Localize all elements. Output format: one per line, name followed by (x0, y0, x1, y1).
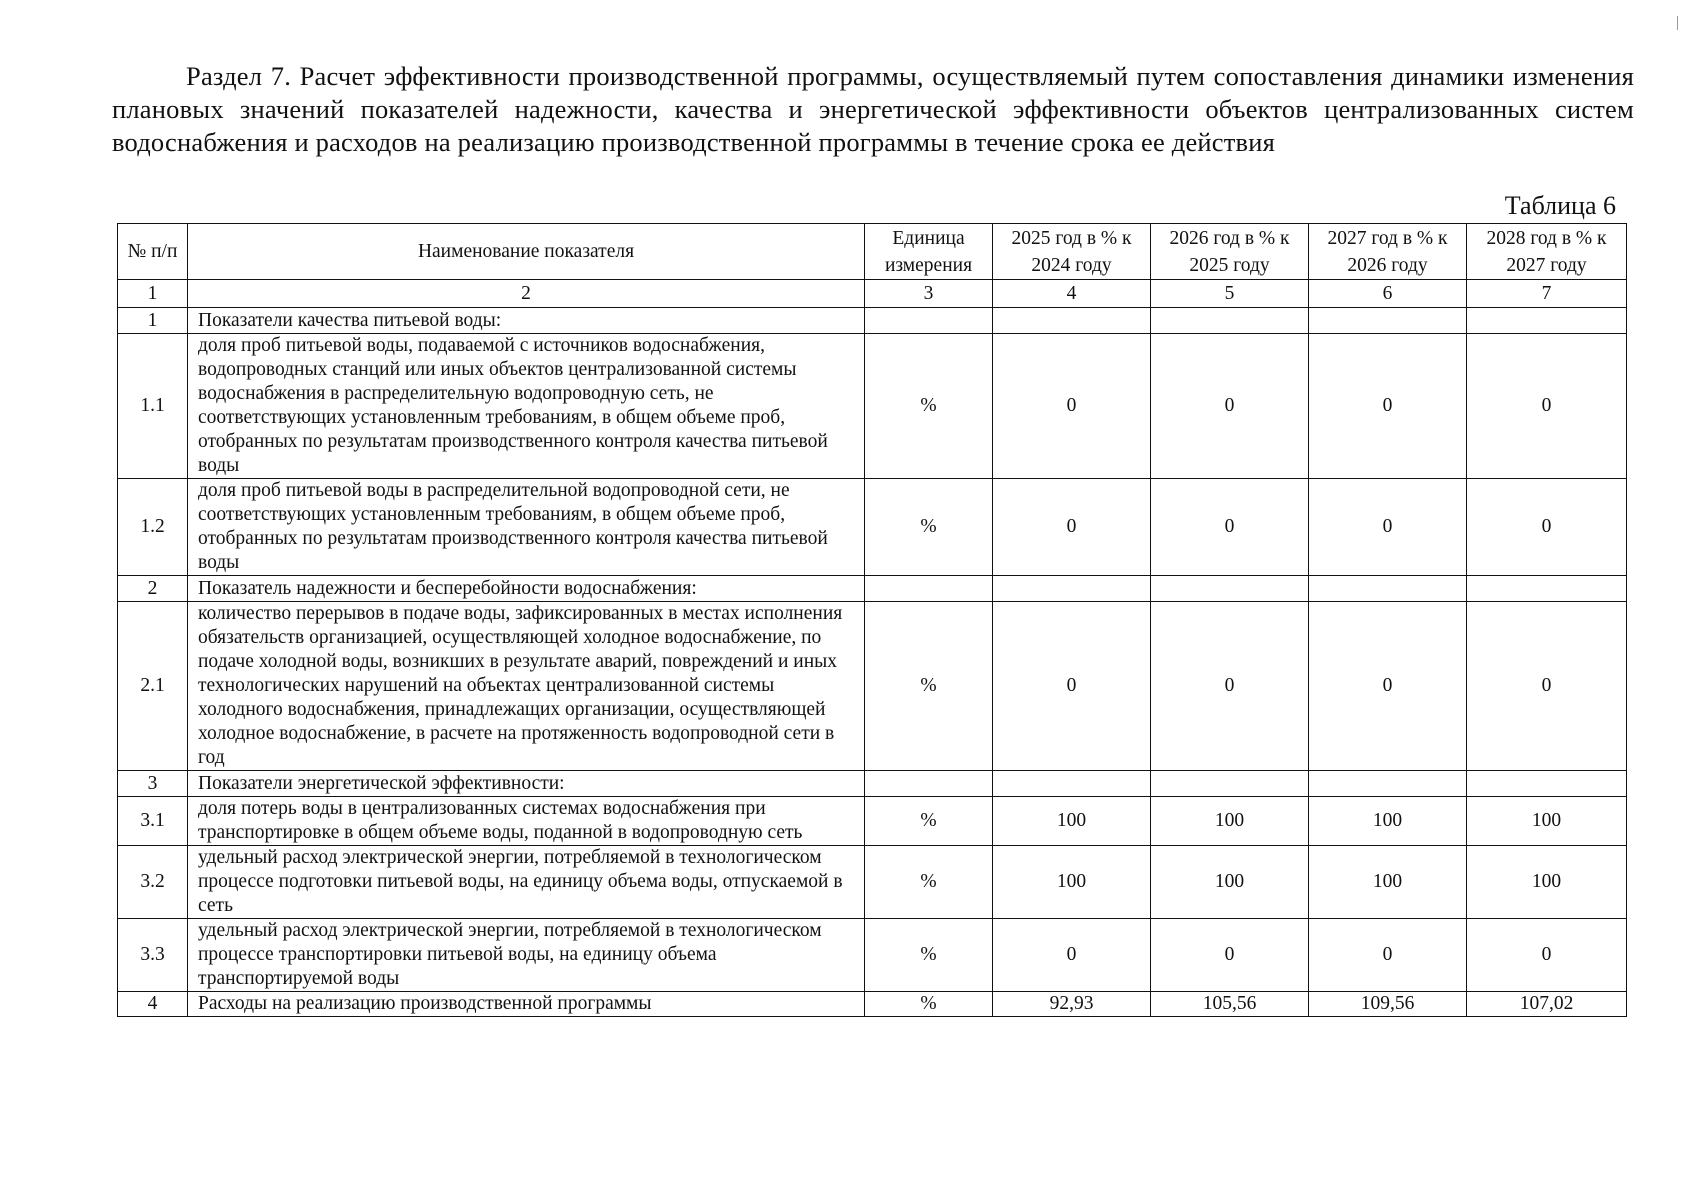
row-value-2028 (1467, 771, 1627, 797)
row-name: доля проб питьевой воды, подаваемой с источников водоснабжения, водопроводных станций или иных объектов централизованной системы водоснабжения в распределительную водопроводную сеть, не соответствующих установленным требованиям, в общем объеме проб, отобранных по результатам производственного контроля качества питьевой воды (188, 334, 865, 479)
row-value-2028 (1467, 576, 1627, 602)
row-num: 1.1 (118, 334, 188, 479)
row-value-2026: 0 (1151, 334, 1309, 479)
row-unit (865, 576, 993, 602)
row-unit: % (865, 919, 993, 992)
row-value-2027: 0 (1309, 479, 1467, 576)
column-number: 3 (865, 280, 993, 308)
row-value-2025 (993, 308, 1151, 334)
row-name: Показатели энергетической эффективности: (188, 771, 865, 797)
row-unit (865, 771, 993, 797)
row-value-2027: 0 (1309, 919, 1467, 992)
row-unit: % (865, 334, 993, 479)
table-caption: Таблица 6 (1504, 191, 1616, 220)
table-row (118, 797, 1627, 846)
row-num: 3.1 (118, 797, 188, 846)
row-name: количество перерывов в подаче воды, зафиксированных в местах исполнения обязательств организацией, осуществляющей холодное водоснабжение, по подаче холодной воды, возникших в результате аварий, повреждений и иных технологических нарушений на объектах централизованной системы холодного водоснабжения, принадлежащих организации, осуществляющей холодное водоснабжение, в расчете на протяженность водопроводной сети в год (188, 602, 865, 771)
row-value-2028: 0 (1467, 602, 1627, 771)
row-value-2026: 100 (1151, 846, 1309, 919)
header-name: Наименование показателя (188, 224, 865, 280)
row-value-2025: 0 (993, 479, 1151, 576)
row-unit: % (865, 846, 993, 919)
table-header-row (118, 224, 1627, 280)
row-value-2027: 109,56 (1309, 992, 1467, 1017)
row-name: Показатель надежности и бесперебойности водоснабжения: (188, 576, 865, 602)
row-value-2027: 0 (1309, 334, 1467, 479)
header-2028: 2028 год в % к 2027 году (1467, 224, 1627, 280)
row-value-2026 (1151, 308, 1309, 334)
column-number: 6 (1309, 280, 1467, 308)
section-heading: Раздел 7. Расчет эффективности производственной программы, осуществляемый путем сопоставления динамики изменения плановых значений показателей надежности, качества и энергетической эффективности объектов централизованных систем водоснабжения и расходов на реализацию производственной программы в течение срока ее действия (112, 61, 1634, 157)
header-2027: 2027 год в % к 2026 году (1309, 224, 1467, 280)
table-row (118, 602, 1627, 771)
row-num: 2.1 (118, 602, 188, 771)
row-num: 1 (118, 308, 188, 334)
header-2026: 2026 год в % к 2025 году (1151, 224, 1309, 280)
row-value-2027: 0 (1309, 602, 1467, 771)
row-name: доля проб питьевой воды в распределительной водопроводной сети, не соответствующих установленным требованиям, в общем объеме проб, отобранных по результатам производственного контроля качества питьевой воды (188, 479, 865, 576)
row-name: удельный расход электрической энергии, потребляемой в технологическом процессе транспортировки питьевой воды, на единицу объема транспортируемой воды (188, 919, 865, 992)
row-value-2026: 0 (1151, 602, 1309, 771)
row-unit: % (865, 992, 993, 1017)
header-2025: 2025 год в % к 2024 году (993, 224, 1151, 280)
row-value-2028: 0 (1467, 334, 1627, 479)
row-value-2028: 107,02 (1467, 992, 1627, 1017)
column-number: 1 (118, 280, 188, 308)
scan-mark (1677, 16, 1678, 30)
row-value-2026: 0 (1151, 479, 1309, 576)
row-value-2028: 100 (1467, 846, 1627, 919)
row-value-2026: 105,56 (1151, 992, 1309, 1017)
row-value-2027 (1309, 308, 1467, 334)
row-value-2025: 100 (993, 797, 1151, 846)
row-value-2026: 100 (1151, 797, 1309, 846)
row-name: доля потерь воды в централизованных системах водоснабжения при транспортировке в общем объеме воды, поданной в водопроводную сеть (188, 797, 865, 846)
table-row (118, 576, 1627, 602)
row-num: 3 (118, 771, 188, 797)
row-value-2025: 0 (993, 919, 1151, 992)
column-number: 2 (188, 280, 865, 308)
row-name: Расходы на реализацию производственной программы (188, 992, 865, 1017)
row-unit (865, 308, 993, 334)
header-unit: Единица измерения (865, 224, 993, 280)
row-value-2028: 0 (1467, 479, 1627, 576)
row-unit: % (865, 797, 993, 846)
table-row (118, 846, 1627, 919)
header-num: № п/п (118, 224, 188, 280)
row-name: удельный расход электрической энергии, потребляемой в технологическом процессе подготовки питьевой воды, на единицу объема воды, отпускаемой в сеть (188, 846, 865, 919)
row-value-2025 (993, 771, 1151, 797)
row-value-2027: 100 (1309, 797, 1467, 846)
row-value-2025 (993, 576, 1151, 602)
row-value-2027 (1309, 576, 1467, 602)
row-num: 2 (118, 576, 188, 602)
row-value-2028 (1467, 308, 1627, 334)
row-unit: % (865, 479, 993, 576)
row-value-2027 (1309, 771, 1467, 797)
row-value-2025: 92,93 (993, 992, 1151, 1017)
table-row (118, 992, 1627, 1017)
row-value-2027: 100 (1309, 846, 1467, 919)
row-num: 3.3 (118, 919, 188, 992)
table-row (118, 919, 1627, 992)
column-number: 4 (993, 280, 1151, 308)
row-value-2026 (1151, 771, 1309, 797)
table-row (118, 334, 1627, 479)
row-num: 4 (118, 992, 188, 1017)
row-value-2028: 0 (1467, 919, 1627, 992)
row-name: Показатели качества питьевой воды: (188, 308, 865, 334)
row-num: 3.2 (118, 846, 188, 919)
column-number: 7 (1467, 280, 1627, 308)
row-value-2025: 100 (993, 846, 1151, 919)
row-value-2026: 0 (1151, 919, 1309, 992)
row-value-2025: 0 (993, 334, 1151, 479)
row-num: 1.2 (118, 479, 188, 576)
indicators-table (117, 223, 1627, 1017)
column-number-row (118, 280, 1627, 308)
table-row (118, 308, 1627, 334)
table-row (118, 771, 1627, 797)
row-value-2025: 0 (993, 602, 1151, 771)
column-number: 5 (1151, 280, 1309, 308)
row-value-2026 (1151, 576, 1309, 602)
row-value-2028: 100 (1467, 797, 1627, 846)
row-unit: % (865, 602, 993, 771)
table-row (118, 479, 1627, 576)
